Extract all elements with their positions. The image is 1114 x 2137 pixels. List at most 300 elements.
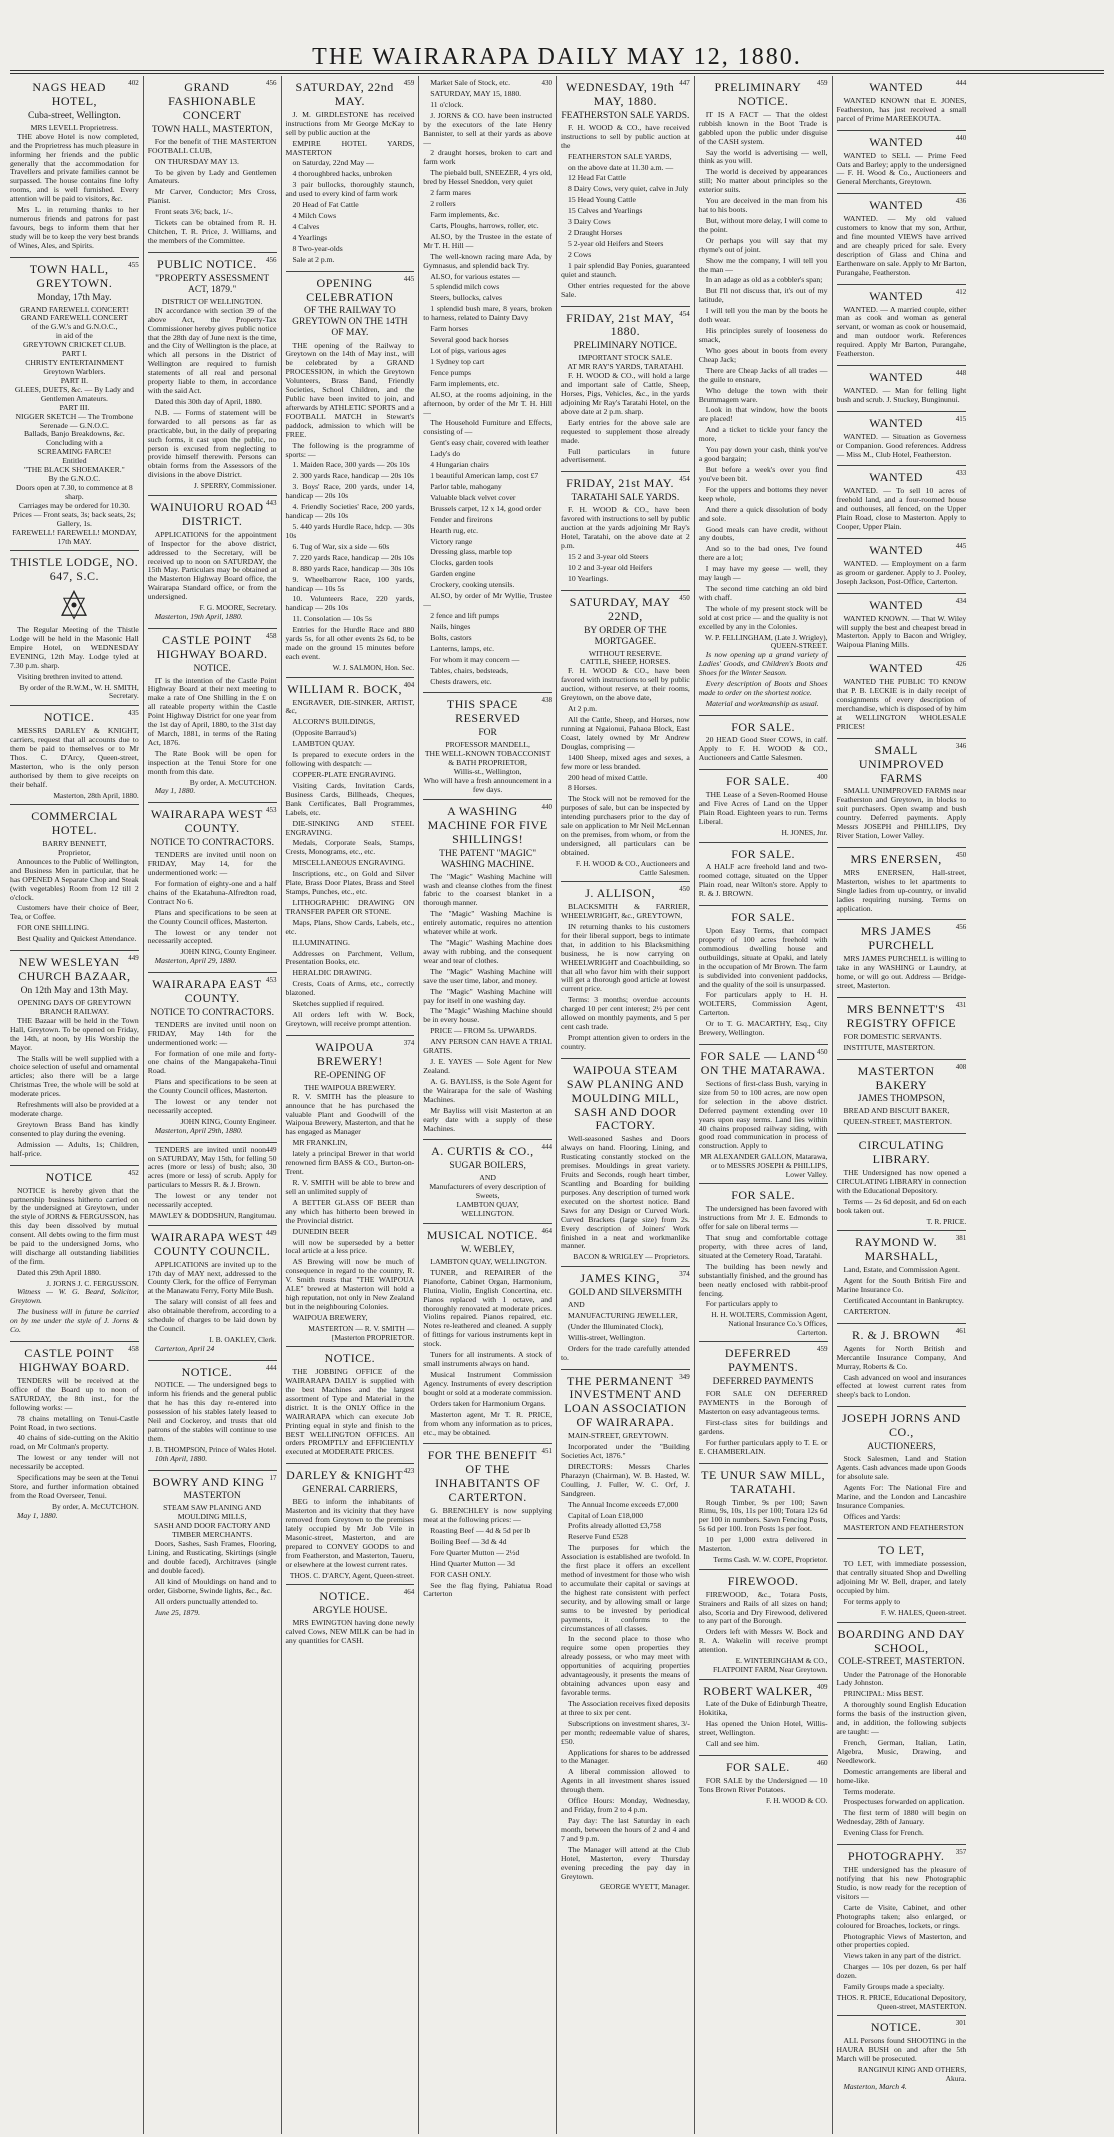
ad-signature: F. H. WOOD & CO., Auctioneers and Cattle Salesmen. (575, 858, 690, 877)
ad-paragraph: The Household Furniture and Effects, consisting of — (423, 418, 552, 437)
ad-paragraph: I may have my geese — well, they may laugh — (698, 564, 828, 583)
ad-paragraph: Offices and Yards: (843, 1511, 901, 1521)
ad-signature: THOS. R. PRICE, Educational Depository, Queen-street, MASTERTON. (836, 1993, 967, 2011)
ad-paragraph: Fender and fireirons (430, 514, 493, 524)
ad-paragraph: Carts, Ploughs, harrows, roller, etc. (430, 220, 539, 230)
ad-paragraph: Garden engine (430, 569, 476, 579)
ad-paragraph: Or perhaps you will say that my rhyme's out of joint. (698, 235, 828, 254)
ad-paragraph: 1 beautiful American lamp, cost £7 (430, 471, 539, 481)
ad-paragraph: For the benefit of THE MASTERTON FOOTBALL CLUB, (147, 136, 277, 155)
ad-paragraph: Who goes about in boots from every Cheap Jack; (698, 345, 828, 364)
ad-heading: DEFERRED PAYMENTS. (724, 1346, 799, 1375)
ad-paragraph: The second time catching an old bird with chaff. (698, 584, 828, 602)
ad-paragraph: That snug and comfortable cottage property, with three acres of land, situated at the Cemetery Road, Taratahi. (698, 1233, 828, 1260)
ad-note: 10th April, 1880. (154, 1453, 208, 1463)
ad-signature: RANGINUI KING AND OTHERS, Akura. (857, 2065, 967, 2083)
ad-paragraph: 10. Volunteers Race, 220 yards, handicap — 20s 10s (285, 594, 415, 613)
ad-line: By the G.N.O.C. (48, 474, 101, 484)
ad-line: PART I. (62, 349, 87, 359)
ad-paragraph: Visiting brethren invited to attend. (17, 671, 123, 681)
ad-paragraph: F. H. WOOD & CO., have been favored with instructions to sell by public auction at the yards adjoining Mr Ray's Hotel, Taratahi, on the above date at 2 p.m. (561, 505, 690, 550)
ad-paragraph: For formation of one mile and forty-one chains of the Mangapakeha-Tinui Road. (147, 1048, 277, 1076)
ad-subheading: AUCTIONEERS, (867, 1442, 936, 1453)
ad-subheading: FOR (478, 728, 497, 739)
ad-paragraph: Tables, chairs, bedsteads, (430, 665, 509, 675)
ad-paragraph: Hind Quarter Mutton — 3d (430, 1558, 515, 1568)
ad-paragraph: INSTITUTE, MASTERTON. (843, 1042, 935, 1052)
ad-paragraph: A liberal commission allowed to Agents in all investment shares issued through them. (561, 1767, 690, 1795)
ad-paragraph: THE above Hotel is now completed, and the Proprietress has much pleasure in informing her friends and the public generally that the accommodation for Travellers and private families cannot be surpassed. The house contains fine lofty rooms, and is well furnished. Every attention will be paid to visitors, &c. (10, 131, 139, 204)
advertisement (837, 739, 967, 848)
ad-heading: WANTED (869, 470, 923, 485)
ad-paragraph: Agent for the South British Fire and Marine Insurance Co. (836, 1276, 967, 1295)
ad-paragraph: WANTED. — My old valued customers to know that my son, Arthur, and fine mounted VIEWS have arrived and are cheaply priced for sale. Every description of Glass and China and Earthenware on sale. Apply to Mr Barton, Purangahe, Featherston. (836, 214, 967, 277)
advertisement (837, 594, 967, 658)
ad-note: Every description of Boots and Shoes made to order on the shortest notice. (698, 678, 828, 697)
ad-number: 460 (817, 1759, 828, 1768)
ad-paragraph: 10 per 1,000 extra delivered in Masterton. (698, 1535, 828, 1554)
ad-paragraph: PRICE — FROM 5s. UPWARDS. (430, 1026, 537, 1036)
ad-note: Masterton, March 4. (843, 2082, 907, 2092)
ad-paragraph: The "Magic" Washing Machine is entirely automatic, requires no attention whatever while at work. (423, 909, 552, 937)
ad-paragraph: Fore Quarter Mutton — 2½d (430, 1547, 520, 1557)
ad-number: 426 (955, 660, 967, 669)
ad-heading: J. ALLISON, (585, 886, 656, 901)
ad-paragraph: All kind of Mouldings on hand and to order, Gisborne, Swinde lights, &c., &c. (147, 1576, 277, 1595)
ad-paragraph: Victory range (430, 536, 473, 546)
ad-paragraph: 2 Draught Horses (568, 228, 623, 238)
ad-number: 453 (266, 806, 277, 815)
ad-number: 404 (403, 680, 415, 689)
advertisement (148, 1143, 277, 1226)
advertisement (423, 1444, 552, 1605)
ad-paragraph: MASTERTON AND FEATHERSTON (843, 1522, 964, 1532)
ad-paragraph: Domestic arrangements are liberal and home-like. (836, 1766, 967, 1785)
ad-line: WITHOUT RESERVE. (588, 648, 662, 658)
ad-paragraph: J. M. GIRDLESTONE has received instructions from Mr George McKay to sell by public auction at the (285, 109, 415, 137)
ad-paragraph: For particulars apply to H. H. WOLTERS, Commission Agent, Carterton. (698, 990, 828, 1018)
ad-paragraph: Best Quality and Quickest Attendance. (17, 934, 137, 944)
ad-paragraph: will now be superseded by a better local article at a less price. (285, 1237, 415, 1256)
ad-paragraph: 7. 220 yards Race, handicap — 20s 10s (292, 552, 414, 562)
ad-paragraph: Maps, Plans, Show Cards, Labels, etc., etc. (285, 917, 415, 936)
ad-paragraph: The building has been newly and substantially finished, and the ground has been neatly enclosed with rabbit-proof fencing. (698, 1261, 828, 1298)
ad-number: 456 (955, 923, 967, 932)
column-7 (833, 76, 971, 2134)
column-4 (419, 76, 557, 2134)
ad-heading: WANTED (869, 198, 923, 213)
ad-heading: THIS SPACE RESERVED (446, 697, 521, 726)
ad-paragraph: Other entries requested for the above Sale. (561, 280, 690, 299)
ad-heading: NOTICE (45, 1169, 93, 1184)
ad-paragraph: 1 pair splendid Bay Ponies, guaranteed quiet and staunch. (561, 260, 690, 279)
ad-subheading: Monday, 17th May. (37, 292, 112, 303)
ad-line: PART II. (60, 375, 89, 385)
ad-line: of the G.W.'s and G.N.O.C., (31, 322, 118, 332)
ad-paragraph: MRS ENERSEN, Hall-street, Masterton, wishes to let apartments to Single ladies from up-country, or invalid ladies requiring nursing. Terms on application. (836, 867, 967, 913)
ad-heading: NEW WESLEYAN CHURCH BAZAAR, (18, 955, 131, 984)
ad-paragraph: You pay down your cash, think you've a good bargain; (698, 445, 828, 464)
ad-number: 412 (955, 287, 967, 296)
ad-paragraph: The Association receives fixed deposits at three to six per cent. (561, 1698, 690, 1717)
advertisement (561, 1267, 690, 1369)
ad-paragraph: The "Magic" Washing Machine should be in every house. (423, 1006, 552, 1025)
ad-paragraph: WANTED. — Employment on a farm as groom or gardener. Apply to J. Pooley, Joseph Jackson, Post-Office, Carterton. (836, 558, 967, 586)
ad-paragraph: Carte de Visite, Cabinet, and other Photographs taken; also enlarged, or coloured for Broaches, lockets, or rings. (836, 1902, 967, 1930)
ad-paragraph: 10 Yearlings. (568, 573, 609, 583)
ad-signature: E. WINTERINGHAM & CO., FLATPOINT FARM, Near Greytown. (712, 1656, 828, 1674)
ad-paragraph: A BETTER GLASS OF BEER than any which has hitherto been brewed in the Provincial district. (285, 1197, 415, 1225)
ad-paragraph: Announces to the Public of Wellington, and Business Men in particular, that he has OPENED A Separate Chop and Steak (with vegetables) Room from 12 till 2 o'clock. (10, 856, 139, 902)
ad-heading: MRS BENNETT'S REGISTRY OFFICE (846, 1001, 957, 1030)
ad-signature: T. R. PRICE. (926, 1216, 967, 1226)
ad-number: 464 (541, 1227, 552, 1235)
ad-paragraph: There are Cheap Jacks of all trades — the guile to ensnare, (698, 365, 828, 384)
ad-heading: CIRCULATING LIBRARY. (858, 1138, 945, 1167)
ad-signature: MAWLEY & DODDSHUN, Rangitumau. (149, 1211, 277, 1221)
ad-paragraph: 3. Boys' Race, 200 yards, under 14, handicap — 20s 10s (285, 482, 415, 501)
ad-paragraph: Doors, Sashes, Sash Frames, Flooring, Lining, and Rusticating, Skirtings (single and double faced), Architraves (single and double faced). (147, 1539, 277, 1575)
ad-paragraph: For particulars apply to (705, 1299, 778, 1309)
column-container (6, 76, 1108, 2134)
ad-heading: WANTED (869, 661, 923, 676)
ad-paragraph: For terms apply to (843, 1597, 901, 1607)
ad-number: 445 (955, 542, 967, 550)
ad-note: Witness — W. G. Beard, Solicitor, Greytown. (10, 1287, 139, 1306)
ad-paragraph: Views taken in any part of the district. (843, 1951, 961, 1961)
ad-number: 458 (128, 1345, 139, 1354)
ad-paragraph: on the above date at 11.30 a.m. — (568, 162, 674, 172)
ad-paragraph: Terms — 2s 6d deposit, and 6d on each book taken out. (836, 1196, 967, 1215)
column-3 (282, 76, 420, 2134)
advertisement (837, 848, 967, 921)
ad-paragraph: ALSO, at the rooms adjoining, in the afternoon, by order of the Mr T. H. Hill — (423, 389, 552, 417)
ad-subheading: THE PATENT "MAGIC" WASHING MACHINE. (439, 848, 537, 870)
ad-paragraph: But I'll not discuss that, it's out of my latitude, (698, 286, 828, 305)
ad-paragraph: ALSO, for various estates — (430, 271, 520, 281)
ad-note: Is now opening up a grand variety of Ladies' Goods, and Children's Boots and Shoes for the Winter Season. (698, 650, 828, 677)
ad-subheading: NOTICE. (193, 663, 231, 674)
advertisement (837, 1324, 967, 1407)
ad-heading: FOR SALE. (731, 846, 796, 861)
ad-paragraph: The "Magic" Washing Machine will pay for itself in one washing day. (423, 986, 552, 1005)
ad-paragraph: In an adage as old as a cobbler's span; (705, 275, 823, 285)
ad-signature: JOHN KING, County Engineer. (180, 947, 277, 957)
advertisement (10, 706, 139, 805)
ad-line: BARRY BENNETT, (42, 839, 107, 849)
ad-line: Who will have a fresh announcement in a few days. (423, 775, 552, 794)
ad-paragraph: The Annual Income exceeds £7,000 (568, 1499, 679, 1509)
ad-paragraph: Masterton agent, Mr T. R. PRICE, from whom any information as to prices, etc., may be obtained. (423, 1409, 552, 1437)
ad-paragraph: 3 pair bullocks, thoroughly staunch, and used to every kind of farm work (285, 180, 415, 199)
ad-paragraph: Call and see him. (705, 1739, 760, 1749)
advertisement (561, 1370, 690, 1897)
ad-number: 402 (128, 79, 139, 87)
ad-paragraph: The lowest or any tender not necessarily accepted. (147, 1097, 277, 1116)
ad-signature: F. G. MOORE, Secretary. (199, 603, 277, 613)
ad-heading: MUSICAL NOTICE. (426, 1228, 538, 1242)
ad-paragraph: WANTED THE PUBLIC TO KNOW that P. B. LECKIE is in daily receipt of consignments of every description of merchandise, which is disposed of by him at WELLINGTON WHOLESALE PRICES! (836, 677, 967, 731)
advertisement (148, 803, 277, 973)
ad-heading: WAIRARAPA WEST COUNTY COUNCIL. (150, 1229, 271, 1258)
advertisement (10, 951, 139, 1166)
ad-paragraph: The following is the programme of sports: — (285, 440, 415, 459)
ad-number: 445 (403, 274, 415, 283)
ad-paragraph: 2 fence and lift pumps (430, 611, 499, 621)
ad-signature: J. JORNS J. C. FERGUSSON. (46, 1278, 139, 1288)
advertisement (10, 1342, 139, 1526)
ad-paragraph: (Opposite Barraud's) (292, 728, 357, 738)
column-2 (144, 76, 282, 2134)
ad-subheading: SUGAR BOILERS, (449, 1161, 526, 1172)
ad-paragraph: Boiling Beef — 3d & 4d (430, 1536, 507, 1546)
ad-paragraph: WANTED KNOWN. — That W. Wiley will supply the best and cheapest bread in Masterton. Apply to Bacon and Wrigley, Waipoua Planing Mills. (836, 613, 967, 650)
ad-paragraph: MISCELLANEOUS ENGRAVING. (292, 858, 406, 868)
ad-paragraph: His principles surely of looseness do smack, (698, 326, 828, 345)
ad-paragraph: 200 head of mixed Cattle. (568, 772, 648, 782)
ad-paragraph: Brussels carpet, 12 x 14, good order (430, 503, 542, 513)
ad-heading: FIREWOOD. (727, 1573, 799, 1588)
ad-heading: WANTED (869, 288, 923, 303)
ad-heading: BOARDING AND DAY SCHOOL, (837, 1626, 966, 1655)
ad-number: 464 (403, 1588, 415, 1597)
ad-paragraph: FOR ONE SHILLING. (17, 923, 89, 933)
ad-heading: NOTICE. (324, 1351, 376, 1366)
ad-heading: SATURDAY, MAY 22ND, (569, 594, 671, 623)
ad-paragraph: ALSO, by order of Mr Wyllie, Trustee — (423, 591, 552, 610)
ad-number: 346 (955, 741, 967, 750)
ad-paragraph: IN returning thanks to his customers for their liberal support, begs to intimate that, in addition to his Blacksmithing business, he is now carrying on WHEELWRIGHT and Coachbuilding, so that all who favor him with their support will get a thorough good article at lowest current price. (561, 921, 690, 994)
ad-paragraph: Tuners for all instruments. A stock of small instruments always on hand. (423, 1350, 552, 1369)
ad-signature: Terms Cash. W. W. COPE, Proprietor. (713, 1555, 828, 1565)
ad-paragraph: 15 Calves and Yearlings (568, 206, 643, 216)
masthead-rule-2 (10, 73, 1104, 74)
ad-heading: TE UNUR SAW MILL, TARATAHI. (701, 1467, 826, 1496)
ad-paragraph: To be given by Lady and Gentlemen Amateurs. (147, 167, 277, 186)
ad-paragraph: But before a week's over you find you've been bit. (698, 465, 828, 483)
ad-signature: THOS. C. D'ARCY, Agent, Queen-street. (289, 1570, 415, 1580)
ad-paragraph: A HALF acre freehold land and two-roomed cottage, situated on the Upper Plain road, near Wilton's store. Apply to R. & J. BROWN. (698, 862, 828, 899)
ad-paragraph: Greytown Brass Band has kindly consented to play during the evening. (10, 1119, 139, 1138)
ad-heading: WAIPOUA BREWERY! (315, 1039, 383, 1068)
ad-paragraph: MESSRS DARLEY & KNIGHT, carriers, request that all accounts due to them be paid to themselves or to Mr Thos. C. D'Arcy, Queen-street, Masterton, who is the only person authorised by them to give receipts on their behalf. (10, 726, 139, 789)
ad-paragraph: THE undersigned has the pleasure of notifying that his new Photographic Studio, is now ready for the reception of visitors — (836, 1865, 967, 1901)
ad-paragraph: BREAD AND BISCUIT BAKER, (843, 1106, 950, 1116)
ad-paragraph: TENDERS are invited until noon on FRIDAY, May 14th for the undermentioned work: — (147, 1019, 277, 1047)
advertisement (286, 1036, 415, 1347)
ad-heading: RAYMOND W. MARSHALL, (855, 1235, 939, 1264)
advertisement (561, 591, 690, 883)
ad-subheading: W. WEBLEY, (460, 1244, 515, 1255)
ad-paragraph: LAMBTON QUAY. (292, 739, 355, 749)
ad-paragraph: Good meals can have credit, without any doubts, (698, 524, 828, 543)
ad-paragraph: Roasting Beef — 4d & 5d per lb (430, 1525, 531, 1535)
ad-paragraph: Terms: 3 months; overdue accounts charged 10 per cent interest; 2½ per cent allowed on monthly payments, and 5 per cent cash trade. (561, 995, 690, 1032)
ad-heading: FOR SALE. (731, 1188, 796, 1203)
ad-signature: JOHN KING, County Engineer. (180, 1117, 277, 1127)
ad-paragraph: Farm horses (430, 324, 469, 334)
ad-paragraph: DIRECTORS: Messrs Charles Pharazyn (Chairman), W. B. Hasted, W. Coulling, J. Fuller, W. C. Orf, J. Sandgreen. (561, 1461, 690, 1498)
ad-paragraph: THE Lease of a Seven-Roomed House and Five Acres of Land on the Upper Plain Road. Eighteen years to run. Terms Liberal. (698, 790, 828, 826)
ad-subheading: GOLD AND SILVERSMITH (568, 1287, 682, 1298)
ad-paragraph: PRINCIPAL: Miss BEST. (843, 1689, 924, 1699)
ad-paragraph: EMPIRE HOTEL YARDS, MASTERTON (285, 138, 415, 157)
ad-paragraph: Evening Class for French. (843, 1828, 924, 1838)
ad-paragraph: The world is deceived by appearances still; No matter about principles so the exterior suits. (698, 167, 828, 195)
ad-line: Proprietor, (57, 847, 91, 857)
advertisement (837, 657, 967, 738)
ad-paragraph: FIREWOOD, &c., Totara Posts, Strainers and Rails of all sizes on hand; also, Scoria and Dry Firewood, delivered to any part of the Borough. (698, 1589, 828, 1626)
ad-heading: PUBLIC NOTICE. (157, 256, 257, 271)
ad-heading: NOTICE. (181, 1364, 233, 1379)
advertisement (837, 466, 967, 539)
ad-line: Greytown Warblers. (43, 367, 106, 377)
ad-number: 454 (679, 309, 690, 318)
advertisement (286, 272, 415, 678)
ad-paragraph: MANUFACTURING JEWELLER, (568, 1310, 678, 1320)
ad-paragraph: 1 Sydney top cart (430, 356, 485, 366)
ad-signature: W. P. FELLINGHAM, (Late J. Wrigley), QUEEN-STREET. (704, 632, 828, 651)
advertisement (699, 770, 828, 842)
ad-subheading: NOTICE TO CONTRACTORS. (150, 1007, 275, 1018)
ad-paragraph: Agents For: The National Fire and Marine, and the London and Lancashire Insurance Companies. (836, 1482, 967, 1510)
ad-number: 374 (679, 1270, 690, 1279)
ad-paragraph: Lot of pigs, various ages (430, 345, 507, 355)
advertisement (837, 131, 967, 195)
ad-number: 459 (817, 1345, 828, 1354)
ad-heading: FRIDAY, 21st MAY. (566, 476, 675, 491)
ad-number: 449 (266, 1145, 277, 1154)
ad-paragraph: Or to T. G. MACARTHY, Esq., City Brewery, Wellington. (698, 1019, 828, 1038)
ad-note: May 1, 1880. (17, 1510, 58, 1520)
ad-number: 459 (403, 79, 415, 87)
ad-paragraph: 6. Tug of War, six a side — 60s (292, 541, 390, 551)
ad-paragraph: 11 o'clock. (430, 99, 464, 109)
ad-paragraph: The lowest or any tender not necessarily accepted. (147, 927, 277, 946)
ad-line: FAREWELL! FAREWELL! MONDAY, 17th MAY. (12, 527, 137, 546)
ad-line: Willis-st., Wellington, (453, 767, 522, 777)
ad-number: 450 (679, 593, 690, 602)
ad-line: GLEES, DUETS, &c. — By Lady and Gentlemen Amateurs. (14, 384, 134, 403)
ad-subheading: "PROPERTY ASSESSMENT ACT, 1879." (155, 273, 270, 295)
ad-number: 374 (403, 1038, 415, 1047)
ad-paragraph: All orders punctually attended to. (154, 1596, 258, 1606)
ad-paragraph: THE JOBBING OFFICE of the WAIRARAPA DAILY is supplied with the best Machines and the largest assortment of Type and Material in the district. It is the ONLY Office in the WAIRARAPA which can execute Job Printing equal in style and finish to the BEST WELLINGTON OFFICES. All orders PROMPTLY and EFFICIENTLY executed at MODERATE PRICES. (285, 1367, 415, 1457)
ad-subheading: COLE-STREET, MASTERTON. (838, 1657, 965, 1668)
ad-paragraph: For further particulars apply to T. E. or E. CHAMBERLAIN. (698, 1437, 828, 1456)
ad-heading: WANTED (869, 80, 923, 94)
ad-paragraph: Charges — 10s per dozen, 6s per half dozen. (836, 1962, 967, 1981)
ad-paragraph: The whole of my present stock will be sold at cost price — and the quality is not excelled by any in the Colonies. (698, 603, 828, 631)
ad-line: STEAM SAW PLANING AND MOULDING MILLS, (163, 1503, 262, 1522)
ad-paragraph: 5 2-year old Heifers and Steers (568, 238, 664, 248)
ad-paragraph: Incorporated under the "Building Societies Act, 1876." (561, 1442, 690, 1460)
ad-line: Carriages may be ordered for 10.30. (18, 500, 130, 510)
ad-number: 450 (679, 885, 690, 894)
ad-subheading: JAMES THOMPSON, (857, 1094, 945, 1105)
ad-paragraph: See the flag flying, Pahiatua Road Carterton (423, 1580, 552, 1599)
ad-paragraph: Say the world is advertising — well, think as you will. (698, 147, 828, 166)
ad-signature: By order, A. McCUTCHON. (189, 777, 277, 787)
ad-heading: GRAND FASHIONABLE CONCERT (168, 80, 257, 122)
ad-paragraph: DIE-SINKING AND STEEL ENGRAVING. (285, 818, 415, 837)
ad-number: 357 (955, 1848, 967, 1857)
ad-signature: W. J. SALMON, Hon. Sec. (332, 662, 415, 672)
ad-paragraph: 4 Calves (292, 221, 320, 231)
ad-heading: CASTLE POINT HIGHWAY BOARD. (156, 632, 268, 661)
ad-line: WELLINGTON. (461, 1209, 514, 1219)
ad-subheading: On 12th May and 13th May. (20, 985, 129, 996)
ad-number: 450 (817, 1048, 828, 1057)
ad-paragraph: Farm implements, etc. (430, 378, 499, 388)
ad-paragraph: J. E. YAYES — Sole Agent for New Zealand. (423, 1057, 552, 1076)
ad-number: 431 (955, 1000, 967, 1009)
ad-number: 444 (266, 1363, 277, 1372)
ad-signature: J. SPERRY, Commissioner. (193, 481, 277, 491)
advertisement (561, 1059, 690, 1267)
ad-paragraph: In the second place to those who require some open properties they already possess, or who may meet with opportunities of acquiring properties advantageously, it presents the means of obtaining advances upon easy and favorable terms. (561, 1634, 690, 1698)
ad-paragraph: 2 farm mares (430, 188, 471, 198)
ad-paragraph: And a ticket to tickle your fancy the more, (698, 425, 828, 444)
ad-paragraph: Sketches supplied if required. (292, 999, 384, 1009)
ad-paragraph: F. H. WOOD & CO., have been favored with instructions to sell by public auction, without reserve, at their rooms, Greytown, on the above date, (561, 666, 690, 703)
ad-number: 435 (128, 709, 139, 718)
ad-paragraph: Refreshments will also be provided at a moderate charge. (10, 1100, 139, 1119)
ad-number: 448 (955, 369, 967, 378)
ad-paragraph: Orders left with Messrs W. Bock and R. A. Wakelin will receive prompt attention. (698, 1627, 828, 1655)
ad-signature: MR ALEXANDER GALLON, Matarawa, or to MESSRS JOSEPH & PHILLIPS, Lower Valley. (700, 1152, 828, 1179)
ad-paragraph: Tickets can be obtained from R. H. Chitchen, T. R. Price, J. Williams, and the members of the Committee. (147, 218, 277, 245)
ad-paragraph: Several good back horses (430, 335, 509, 345)
ad-paragraph: 5 splendid milch cows (430, 282, 500, 292)
ad-paragraph: 12 Head Fat Cattle (568, 173, 626, 183)
ad-line: LAMBTON QUAY, (456, 1200, 519, 1210)
ad-heading: FOR SALE. (731, 910, 796, 925)
ad-paragraph: WANTED. — A married couple, either man as cook and woman as general servant, or woman as cook or housemaid, and man outdoor work. References required. Apply Mr Barton, Purangahe, Featherston. (836, 304, 967, 359)
ad-heading: FOR SALE. (725, 1760, 790, 1775)
ad-paragraph: CARTERTON. (843, 1306, 891, 1316)
ad-paragraph: The salary will consist of all fees and also obtainable therefrom, according to a schedule of charges to be laid down by the Council. (147, 1297, 277, 1334)
advertisement (699, 1570, 828, 1680)
ad-heading: PHOTOGRAPHY. (847, 1849, 945, 1864)
ad-paragraph: All the Cattle, Sheep, and Horses, now running at Ngaionui, Pahaoa Block, East Coast, lately owned by Mr Andrew Douglas, comprising — (561, 714, 690, 751)
column-6 (695, 76, 833, 2134)
ad-paragraph: 10 2 and 3-year old Heifers (568, 562, 653, 572)
ad-note: Masterton, April 29th, 1880. (154, 1125, 243, 1135)
advertisement (837, 366, 967, 412)
ad-heading: FOR SALE — LAND ON THE MATARAWA. (700, 1049, 826, 1077)
ad-paragraph: IT IS A FACT — That the oldest rubbish known in the Boot Trade is gabbled upon the public under disguise of the CASH system. (698, 109, 828, 146)
ad-paragraph: The Stock will not be removed for the purposes of sale, but can be inspected by intending purchasers prior to the day of sale on application to Mr Neil McLennan on the premises, from whom, or from the undersigned, all particulars can be obtained. (561, 794, 690, 857)
ad-paragraph: WANTED KNOWN that E. JONES, Featherston, has just received a small parcel of Prime MAREEKOUTA. (836, 95, 967, 123)
ad-paragraph: SATURDAY, MAY 15, 1880. (430, 88, 522, 98)
ad-number: 451 (541, 1447, 552, 1456)
ad-number: 444 (955, 79, 967, 87)
ad-heading: NOTICE. (319, 1589, 370, 1604)
advertisement (423, 800, 552, 1141)
ad-number: 447 (679, 79, 690, 87)
ad-paragraph: Steers, bullocks, calves (430, 293, 502, 303)
ad-paragraph: Specifications may be seen at the Tenui Store, and further information obtained from the Road Overseer, Tenui. (10, 1473, 139, 1500)
ad-paragraph: 2 rollers (430, 199, 456, 209)
ad-line: AND (479, 1173, 496, 1183)
ad-heading: COMMERCIAL HOTEL. (31, 809, 118, 838)
masthead: THE WAIRARAPA DAILY MAY 12, 1880. (312, 44, 802, 70)
advertisement (699, 1464, 828, 1570)
ad-number: 458 (266, 631, 277, 640)
advertisement (423, 693, 552, 799)
ad-paragraph: Fence pumps (430, 367, 472, 377)
